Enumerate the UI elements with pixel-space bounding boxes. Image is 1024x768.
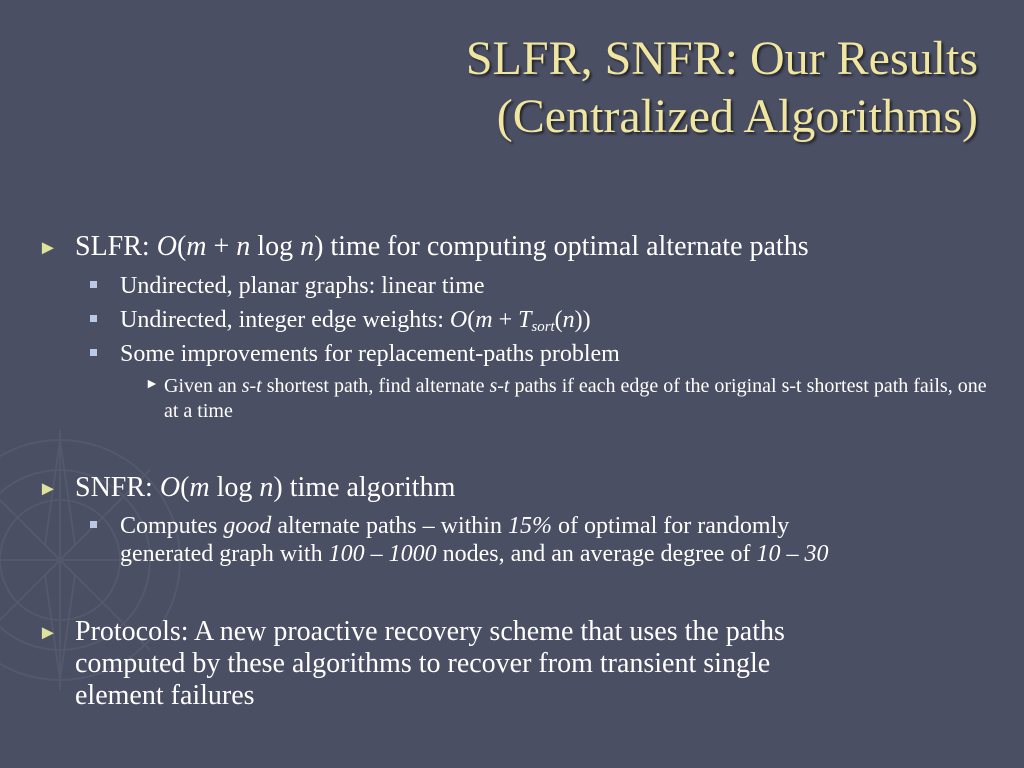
- sub-bullet-replacement-paths-text: Some improvements for replacement-paths problem: [120, 341, 620, 367]
- bullet-arrow-icon: ►: [145, 377, 159, 392]
- sub-sub-bullet-st-path-text: Given an s-t shortest path, find alternate s-t paths if each edge of the original s-t shortest path fails, one at a time: [164, 375, 987, 422]
- bullet-arrow-icon: ►: [38, 622, 58, 644]
- sub-bullet-good-paths-text: Computes good alternate paths – within 15% of optimal for randomly generated graph with 100 – 1000 nodes, and an average degree of 10 – 30: [120, 513, 829, 567]
- sub-bullet-integer-weights-text: Undirected, integer edge weights: $O(m + T_{sort}(n))$: [120, 307, 591, 335]
- title-line-2: (Centralized Algorithms): [496, 90, 978, 143]
- bullet-slfr-text: SLFR: O(m + n log n) time for computing optimal alternate paths: [75, 231, 809, 262]
- square-bullet-icon: [90, 315, 97, 322]
- bullet-snfr-text: SNFR: O(m log n) time algorithm: [75, 472, 456, 503]
- square-bullet-icon: [90, 349, 97, 356]
- sub-bullet-planar-text: Undirected, planar graphs: linear time: [120, 273, 485, 299]
- bullet-arrow-icon: ►: [38, 478, 58, 500]
- square-bullet-icon: [90, 521, 97, 528]
- bullet-protocols-text: Protocols: A new proactive recovery scheme that uses the paths computed by these algorithms to recover from transient single element failures: [75, 616, 785, 711]
- square-bullet-icon: [90, 281, 97, 288]
- bullet-arrow-icon: ►: [38, 237, 58, 259]
- title-line-1: SLFR, SNFR: Our Results: [465, 32, 978, 85]
